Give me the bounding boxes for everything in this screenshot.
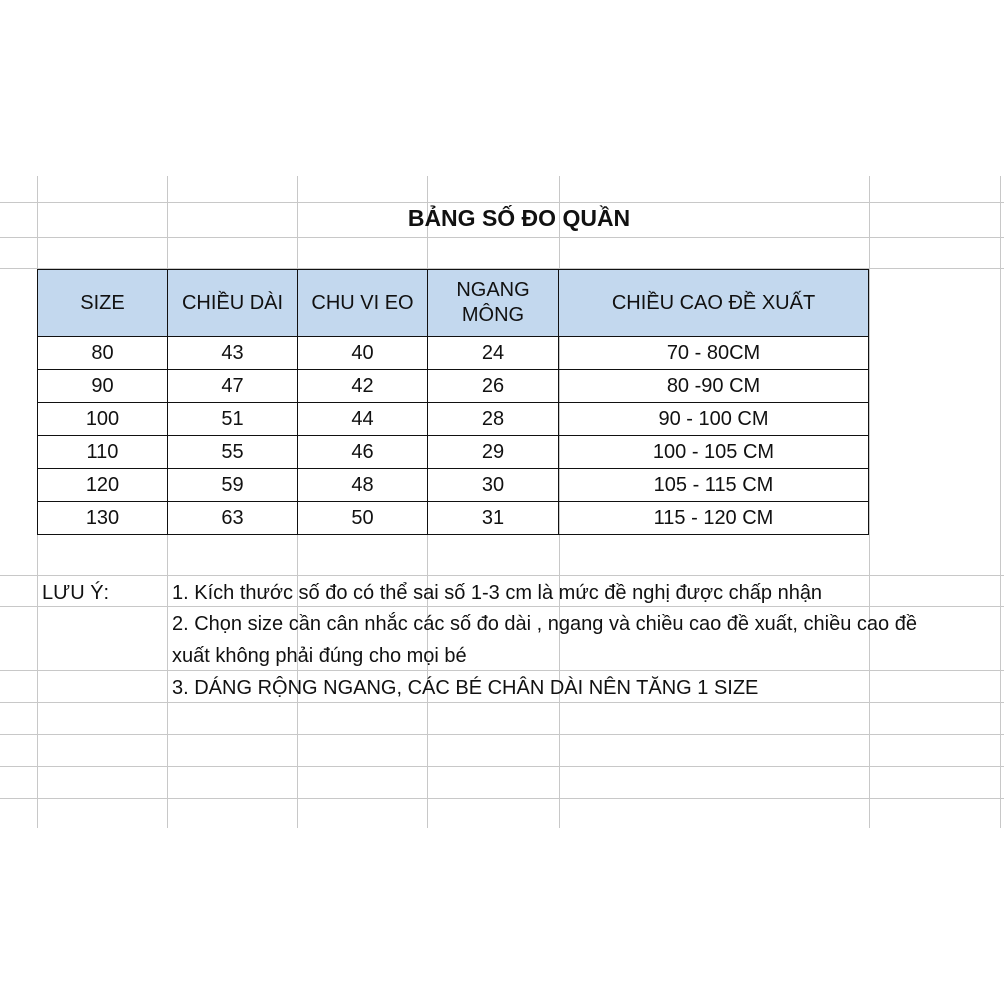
cell-size: 130	[38, 502, 168, 535]
notes-label: LƯU Ý:	[42, 582, 110, 604]
cell-waist: 40	[298, 337, 428, 370]
cell-hip-width: 31	[428, 502, 559, 535]
header-waist: CHU VI EO	[298, 270, 428, 337]
table-row	[38, 337, 869, 370]
cell-size: 110	[38, 436, 168, 469]
note-item: 2. Chọn size cần cân nhắc các số đo dài , ngang và chiều cao đề xuất, chiều cao đề	[172, 613, 917, 635]
cell-length: 43	[168, 337, 298, 370]
table-row	[38, 370, 869, 403]
cell-hip-width: 24	[428, 337, 559, 370]
cell-waist: 48	[298, 469, 428, 502]
table-header-row	[38, 270, 869, 337]
cell-waist: 42	[298, 370, 428, 403]
cell-size: 100	[38, 403, 168, 436]
table-row	[38, 502, 869, 535]
size-table	[37, 269, 869, 535]
cell-hip-width: 26	[428, 370, 559, 403]
cell-size: 80	[38, 337, 168, 370]
cell-length: 63	[168, 502, 298, 535]
note-item: 3. DÁNG RỘNG NGANG, CÁC BÉ CHÂN DÀI NÊN TĂNG 1 SIZE	[172, 677, 759, 699]
cell-length: 55	[168, 436, 298, 469]
cell-length: 51	[168, 403, 298, 436]
note-item: 1. Kích thước số đo có thể sai số 1-3 cm là mức đề nghị được chấp nhận	[172, 582, 823, 604]
cell-size: 120	[38, 469, 168, 502]
grid-column-line	[869, 176, 870, 828]
cell-waist: 50	[298, 502, 428, 535]
sheet-title: BẢNG SỐ ĐO QUẦN	[407, 205, 631, 231]
grid-row-line	[0, 575, 1004, 576]
cell-waist: 44	[298, 403, 428, 436]
cell-hip-width: 28	[428, 403, 559, 436]
cell-suggested-height: 90 - 100 CM	[559, 403, 869, 436]
grid-row-line	[0, 670, 1004, 671]
table-row	[38, 436, 869, 469]
header-suggested-height: CHIỀU CAO ĐỀ XUẤT	[559, 270, 869, 337]
cell-suggested-height: 70 - 80CM	[559, 337, 869, 370]
cell-suggested-height: 100 - 105 CM	[559, 436, 869, 469]
cell-hip-width: 29	[428, 436, 559, 469]
cell-size: 90	[38, 370, 168, 403]
header-hip-width: NGANG MÔNG	[428, 270, 559, 337]
cell-length: 59	[168, 469, 298, 502]
note-item: xuất không phải đúng cho mọi bé	[172, 645, 467, 667]
header-size: SIZE	[38, 270, 168, 337]
table-row	[38, 403, 869, 436]
header-length: CHIỀU DÀI	[168, 270, 298, 337]
cell-hip-width: 30	[428, 469, 559, 502]
grid-column-line	[1000, 176, 1001, 828]
grid-row-line	[0, 766, 1004, 767]
cell-suggested-height: 80 -90 CM	[559, 370, 869, 403]
grid-row-line	[0, 798, 1004, 799]
grid-row-line	[0, 237, 1004, 238]
cell-suggested-height: 105 - 115 CM	[559, 469, 869, 502]
cell-length: 47	[168, 370, 298, 403]
cell-suggested-height: 115 - 120 CM	[559, 502, 869, 535]
cell-waist: 46	[298, 436, 428, 469]
table-row	[38, 469, 869, 502]
grid-row-line	[0, 734, 1004, 735]
